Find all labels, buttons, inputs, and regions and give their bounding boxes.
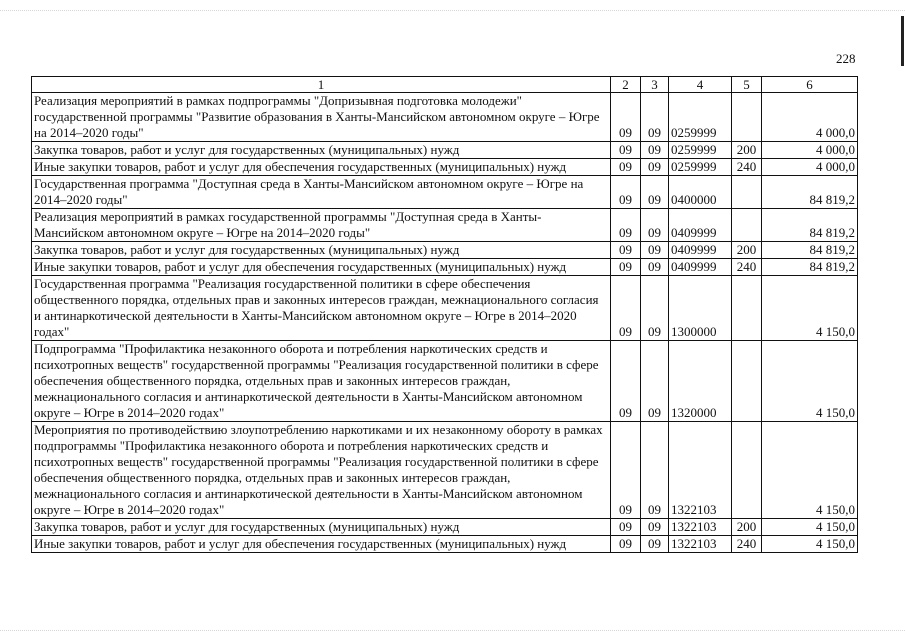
section-code-cell: 09 bbox=[611, 422, 641, 519]
table-row bbox=[32, 259, 858, 276]
target-article-cell: 0409999 bbox=[669, 259, 732, 276]
section-code-cell: 09 bbox=[611, 159, 641, 176]
column-header: 6 bbox=[762, 77, 858, 93]
scan-bottom-edge bbox=[0, 630, 905, 641]
subsection-code-cell: 09 bbox=[641, 519, 669, 536]
amount-cell: 4 150,0 bbox=[762, 276, 858, 341]
target-article-cell: 0259999 bbox=[669, 142, 732, 159]
target-article-cell: 0409999 bbox=[669, 209, 732, 242]
scan-top-edge bbox=[0, 0, 905, 11]
subsection-code-cell: 09 bbox=[641, 341, 669, 422]
expense-name-cell: Закупка товаров, работ и услуг для государственных (муниципальных) нужд bbox=[32, 519, 611, 536]
expense-name-cell: Реализация мероприятий в рамках государственной программы "Доступная среда в Ханты-Мансийском автономном округе – Югре на 2014–2020 годы" bbox=[32, 209, 611, 242]
section-code-cell: 09 bbox=[611, 536, 641, 553]
target-article-cell: 1322103 bbox=[669, 536, 732, 553]
subsection-code-cell: 09 bbox=[641, 159, 669, 176]
expense-type-cell: 240 bbox=[732, 536, 762, 553]
target-article-cell: 1322103 bbox=[669, 519, 732, 536]
amount-cell: 84 819,2 bbox=[762, 209, 858, 242]
table-row bbox=[32, 341, 858, 422]
expense-type-cell bbox=[732, 341, 762, 422]
expense-name-cell: Мероприятия по противодействию злоупотреблению наркотиками и их незаконному обороту в рамках подпрограммы "Профилактика незаконного оборота и потребления наркотических средств и психотропных веществ" государственной программы "Реализация государственной политики в сфере обеспечения общественного порядка, отдельных прав и законных интересов граждан, межнационального согласия и антинаркотической деятельности в Ханты-Мансийском автономном округе – Югре в 2014–2020 годах" bbox=[32, 422, 611, 519]
table-row bbox=[32, 93, 858, 142]
amount-cell: 4 000,0 bbox=[762, 159, 858, 176]
section-code-cell: 09 bbox=[611, 176, 641, 209]
expense-type-cell: 240 bbox=[732, 159, 762, 176]
subsection-code-cell: 09 bbox=[641, 276, 669, 341]
expense-name-cell: Иные закупки товаров, работ и услуг для обеспечения государственных (муниципальных) нужд bbox=[32, 536, 611, 553]
expense-type-cell bbox=[732, 93, 762, 142]
expense-name-cell: Иные закупки товаров, работ и услуг для обеспечения государственных (муниципальных) нужд bbox=[32, 159, 611, 176]
section-code-cell: 09 bbox=[611, 276, 641, 341]
target-article-cell: 1320000 bbox=[669, 341, 732, 422]
expense-type-cell: 200 bbox=[732, 519, 762, 536]
amount-cell: 4 150,0 bbox=[762, 422, 858, 519]
table-row bbox=[32, 159, 858, 176]
target-article-cell: 0400000 bbox=[669, 176, 732, 209]
expense-type-cell: 200 bbox=[732, 142, 762, 159]
subsection-code-cell: 09 bbox=[641, 93, 669, 142]
expense-name-cell: Государственная программа "Реализация государственной политики в сфере обеспечения общественного порядка, отдельных прав и законных интересов граждан, межнационального согласия и антинаркотической деятельности в Ханты-Мансийском автономном округе – Югре в 2014–2020 годах" bbox=[32, 276, 611, 341]
subsection-code-cell: 09 bbox=[641, 536, 669, 553]
amount-cell: 4 000,0 bbox=[762, 142, 858, 159]
subsection-code-cell: 09 bbox=[641, 422, 669, 519]
section-code-cell: 09 bbox=[611, 519, 641, 536]
target-article-cell: 0409999 bbox=[669, 242, 732, 259]
section-code-cell: 09 bbox=[611, 242, 641, 259]
amount-cell: 4 150,0 bbox=[762, 341, 858, 422]
section-code-cell: 09 bbox=[611, 142, 641, 159]
target-article-cell: 0259999 bbox=[669, 159, 732, 176]
column-header: 5 bbox=[732, 77, 762, 93]
table-row bbox=[32, 422, 858, 519]
table-row bbox=[32, 276, 858, 341]
amount-cell: 4 150,0 bbox=[762, 519, 858, 536]
subsection-code-cell: 09 bbox=[641, 259, 669, 276]
subsection-code-cell: 09 bbox=[641, 242, 669, 259]
target-article-cell: 1300000 bbox=[669, 276, 732, 341]
table-row bbox=[32, 176, 858, 209]
table-row bbox=[32, 142, 858, 159]
column-header: 3 bbox=[641, 77, 669, 93]
section-code-cell: 09 bbox=[611, 93, 641, 142]
subsection-code-cell: 09 bbox=[641, 176, 669, 209]
expense-type-cell: 200 bbox=[732, 242, 762, 259]
section-code-cell: 09 bbox=[611, 341, 641, 422]
expense-type-cell bbox=[732, 209, 762, 242]
target-article-cell: 0259999 bbox=[669, 93, 732, 142]
target-article-cell: 1322103 bbox=[669, 422, 732, 519]
amount-cell: 84 819,2 bbox=[762, 242, 858, 259]
table-row bbox=[32, 519, 858, 536]
column-header: 4 bbox=[669, 77, 732, 93]
expense-name-cell: Закупка товаров, работ и услуг для государственных (муниципальных) нужд bbox=[32, 242, 611, 259]
expense-name-cell: Закупка товаров, работ и услуг для государственных (муниципальных) нужд bbox=[32, 142, 611, 159]
amount-cell: 84 819,2 bbox=[762, 259, 858, 276]
subsection-code-cell: 09 bbox=[641, 209, 669, 242]
expense-type-cell bbox=[732, 176, 762, 209]
expense-name-cell: Подпрограмма "Профилактика незаконного оборота и потребления наркотических средств и психотропных веществ" государственной программы "Реализация государственной политики в сфере обеспечения общественного порядка, отдельных прав и законных интересов граждан, межнационального согласия и антинаркотической деятельности в Ханты-Мансийском автономном округе – Югре в 2014–2020 годах" bbox=[32, 341, 611, 422]
amount-cell: 4 000,0 bbox=[762, 93, 858, 142]
column-header: 1 bbox=[32, 77, 611, 93]
subsection-code-cell: 09 bbox=[641, 142, 669, 159]
table-row bbox=[32, 209, 858, 242]
table-row bbox=[32, 242, 858, 259]
expense-type-cell bbox=[732, 422, 762, 519]
expense-name-cell: Иные закупки товаров, работ и услуг для обеспечения государственных (муниципальных) нужд bbox=[32, 259, 611, 276]
amount-cell: 84 819,2 bbox=[762, 176, 858, 209]
section-code-cell: 09 bbox=[611, 209, 641, 242]
budget-table bbox=[31, 76, 858, 553]
page-number: 228 bbox=[836, 51, 856, 66]
table-row bbox=[32, 536, 858, 553]
table-header-row bbox=[32, 77, 858, 93]
section-code-cell: 09 bbox=[611, 259, 641, 276]
expense-type-cell: 240 bbox=[732, 259, 762, 276]
expense-type-cell bbox=[732, 276, 762, 341]
amount-cell: 4 150,0 bbox=[762, 536, 858, 553]
column-header: 2 bbox=[611, 77, 641, 93]
scan-edge-mark bbox=[901, 16, 904, 66]
expense-name-cell: Реализация мероприятий в рамках подпрограммы "Допризывная подготовка молодежи" государственной программы "Развитие образования в Ханты-Мансийском автономном округе – Югре на 2014–2020 годы" bbox=[32, 93, 611, 142]
expense-name-cell: Государственная программа "Доступная среда в Ханты-Мансийском автономном округе – Югре на 2014–2020 годы" bbox=[32, 176, 611, 209]
